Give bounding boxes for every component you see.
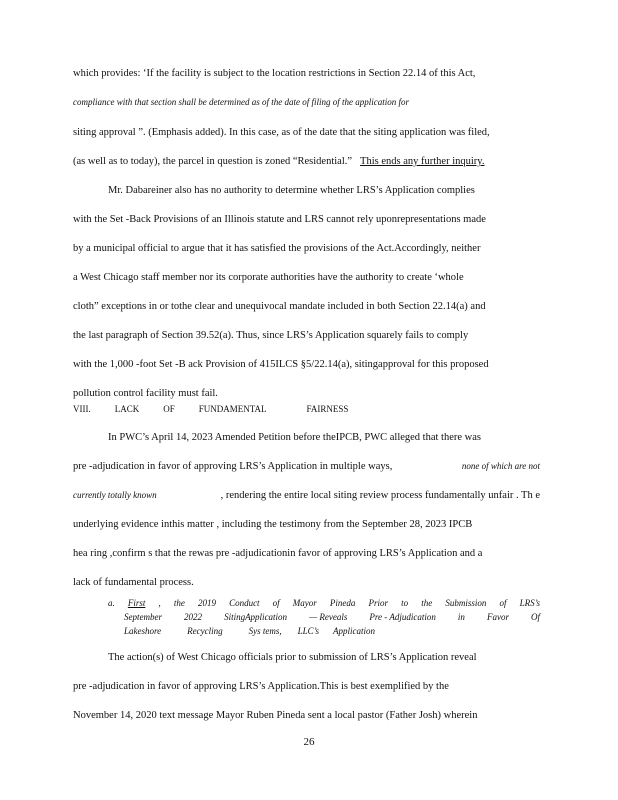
text-line: which provides: ‘If the facility is subject to the location restrictions in Section 22.14 of this Act, (73, 68, 476, 79)
heading-number: VIII. (73, 404, 91, 414)
subheading-line: September 2022 SitingApplication — Reveals Pre - Adjudication in Favor Of (124, 612, 540, 622)
heading-word: FAIRNESS (306, 404, 349, 414)
text-line: currently totally known , rendering the entire local siting review process fundamentally unfair . Th e (73, 490, 540, 501)
heading-word: OF (163, 404, 175, 414)
text-line: The action(s) of West Chicago officials prior to submission of LRS’s Application reveal (108, 652, 477, 663)
text-line: with the Set -Back Provisions of an Illinois statute and LRS cannot rely uponrepresentations made (73, 214, 486, 225)
text-line: Mr. Dabareiner also has no authority to determine whether LRS’s Application complies (108, 185, 475, 196)
text-line: (as well as to today), the parcel in question is zoned “Residential.” This ends any further inquiry. (73, 156, 485, 167)
text-line-italic: compliance with that section shall be determined as of the date of filing of the application for (73, 97, 409, 107)
text-line: lack of fundamental process. (73, 577, 194, 588)
text-line: hea ring ,confirm s that the rewas pre -adjudicationin favor of approving LRS’s Application and a (73, 548, 483, 559)
text-line: pre -adjudication in favor of approving LRS’s Application.This is best exemplified by the (73, 681, 449, 692)
italic-phrase: none of which are not (461, 461, 540, 471)
subheading-line: Lakeshore Recycling Sys tems, LLC’s Application (124, 626, 376, 636)
text-line: pre -adjudication in favor of approving LRS’s Application in multiple ways, none of which are not (73, 461, 540, 472)
text-line: In PWC’s April 14, 2023 Amended Petition before theIPCB, PWC alleged that there was (108, 432, 481, 443)
text-line: cloth” exceptions in or tothe clear and unequivocal mandate included in both Section 22.14(a) and (73, 301, 486, 312)
heading-word: FUNDAMENTAL (198, 404, 267, 414)
section-heading (73, 404, 372, 414)
underlined-phrase: This ends any further inquiry. (360, 156, 485, 167)
text-line: underlying evidence inthis matter , including the testimony from the September 28, 2023 IPCB (73, 519, 473, 530)
subheading-line: a. First , the 2019 Conduct of Mayor Pineda Prior to the Submission of LRS’s (108, 598, 540, 608)
text-line: with the 1,000 -foot Set -B ack Provision of 415ILCS §5/22.14(a), sitingapproval for this proposed (73, 359, 489, 370)
text-line: November 14, 2020 text message Mayor Ruben Pineda sent a local pastor (Father Josh) wherein (73, 710, 478, 721)
text-line: the last paragraph of Section 39.52(a). Thus, since LRS’s Application squarely fails to comply (73, 330, 469, 341)
text-line: siting approval ”. (Emphasis added). In this case, as of the date that the siting application was filed, (73, 127, 490, 138)
text-line: by a municipal official to argue that it has satisfied the provisions of the Act.Accordingly, neither (73, 243, 481, 254)
heading-word: LACK (114, 404, 140, 414)
text-line: pollution control facility must fail. (73, 388, 218, 399)
page-number: 26 (303, 736, 315, 748)
italic-phrase: currently totally known (73, 490, 157, 500)
text-line: a West Chicago staff member nor its corporate authorities have the authority to create ‘whole (73, 272, 464, 283)
